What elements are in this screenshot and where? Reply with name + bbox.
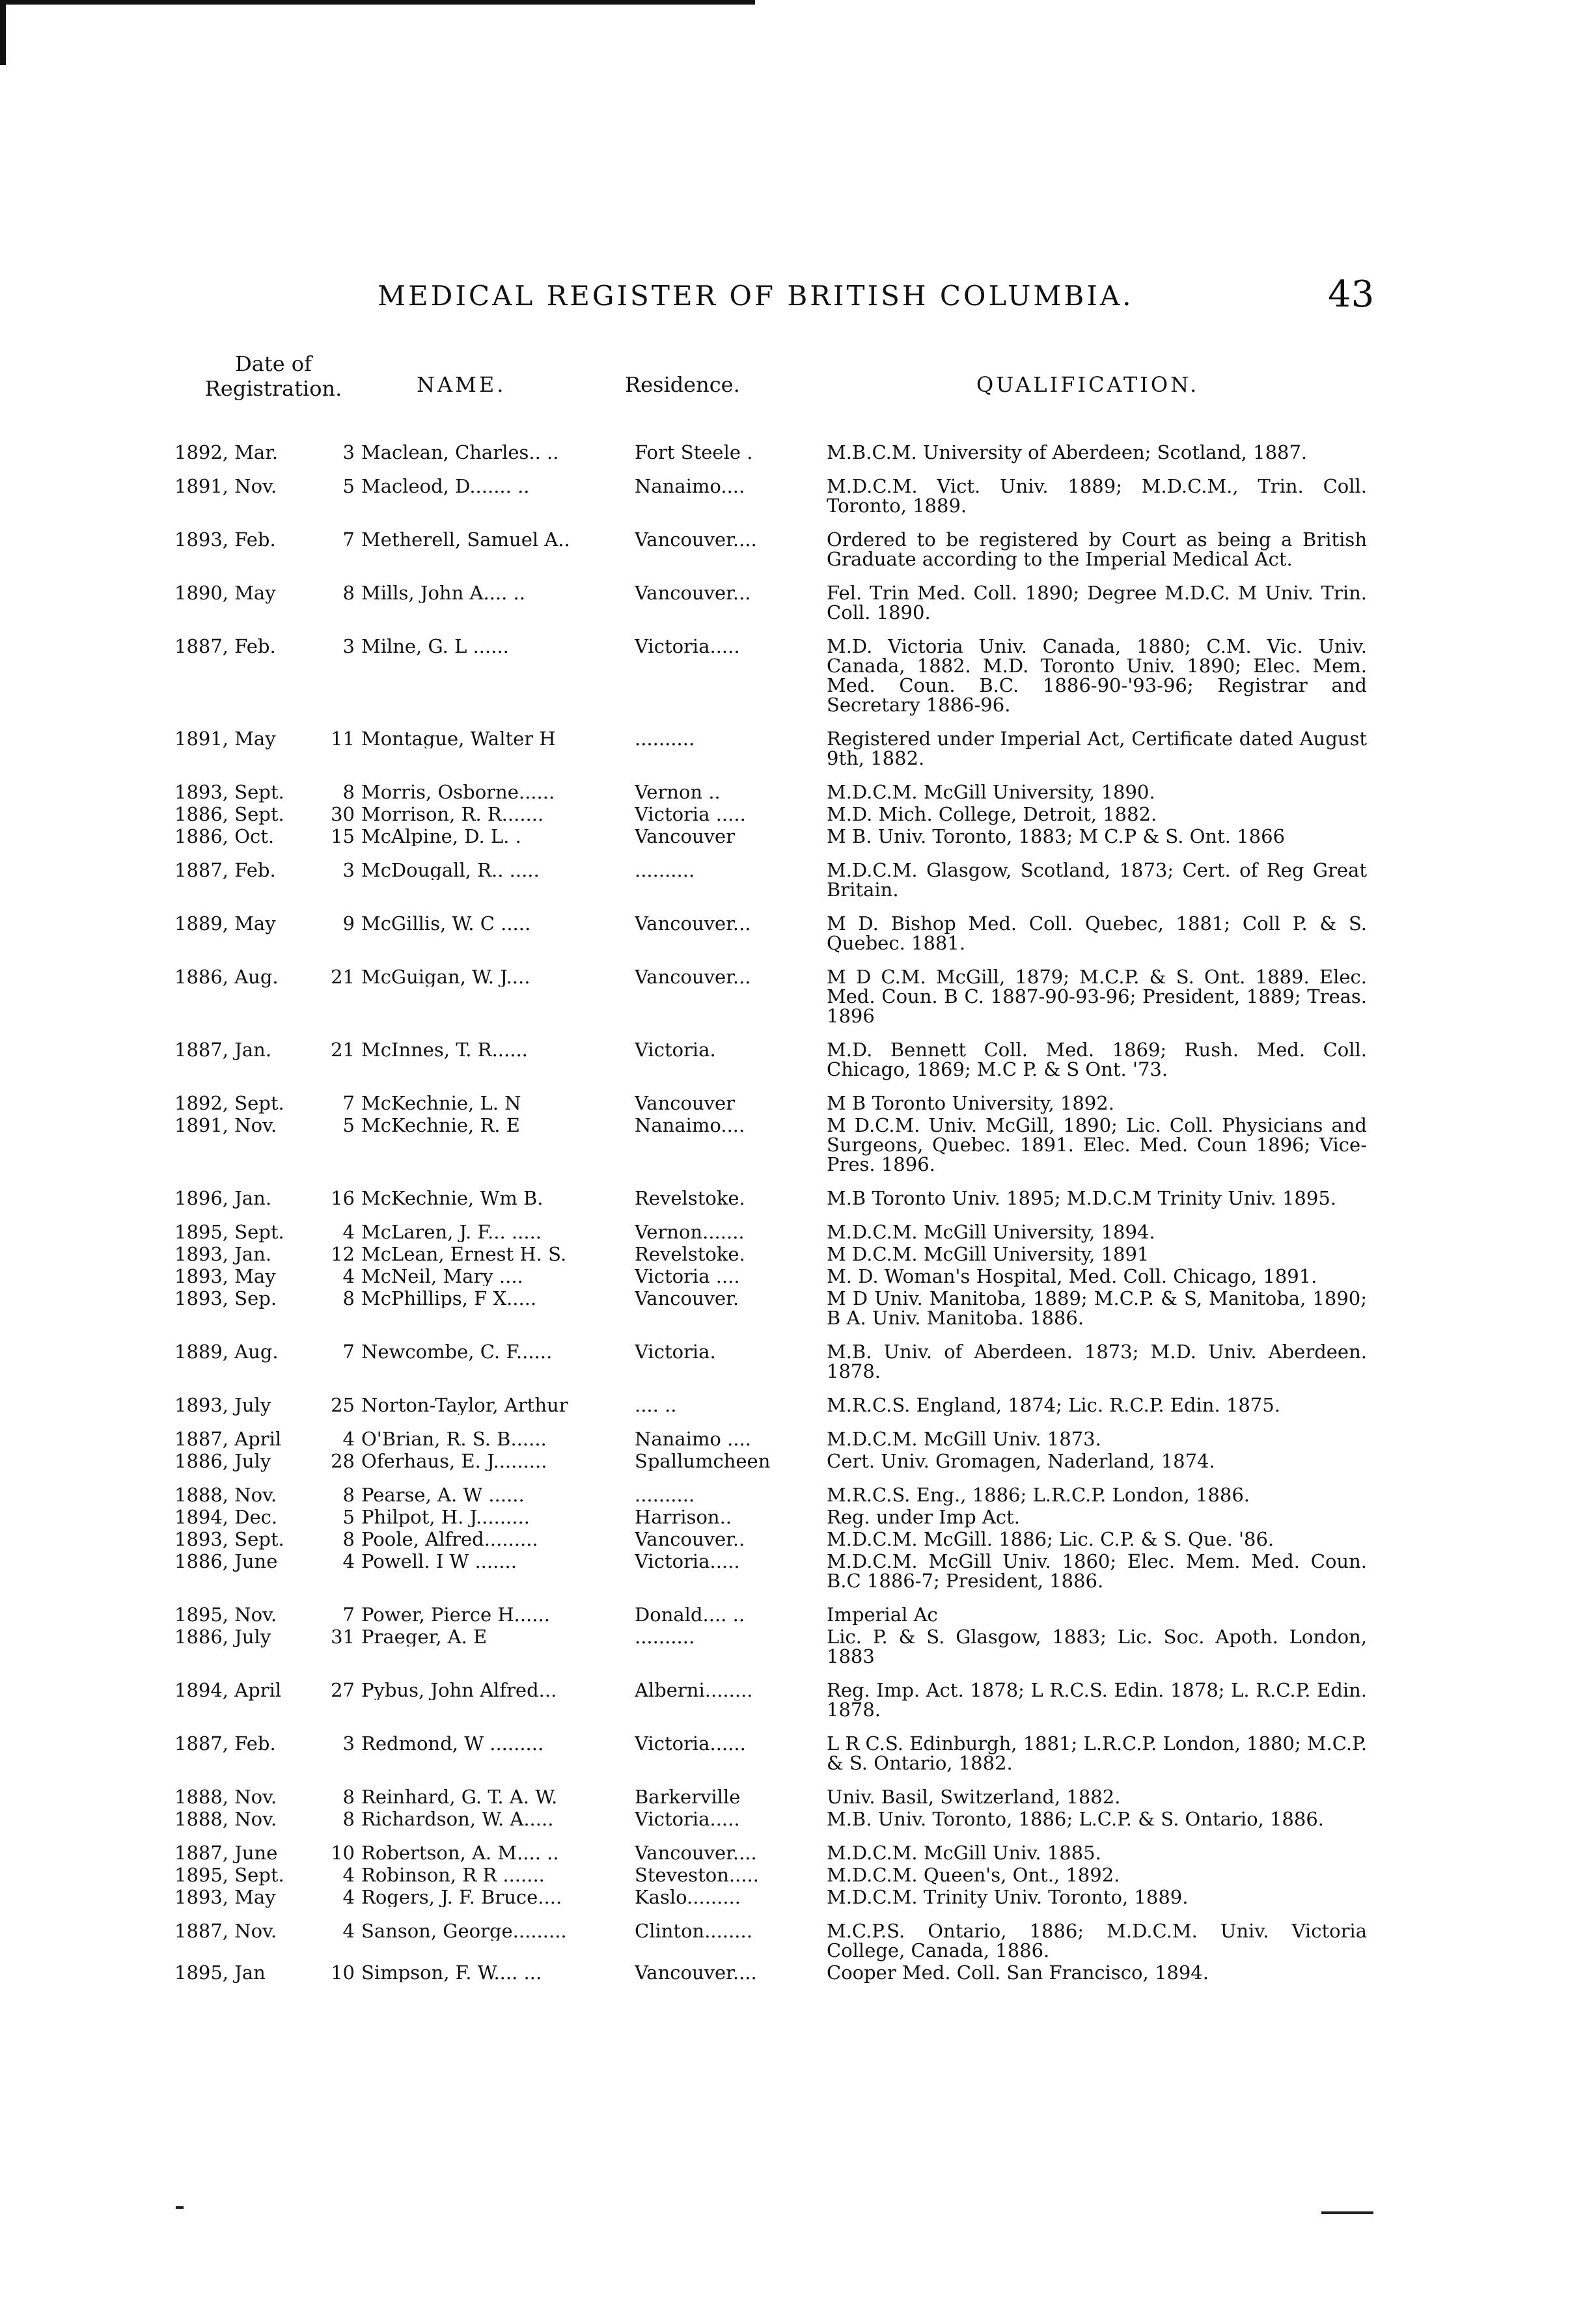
entry-day: 28 [331, 1450, 355, 1472]
entry-date: 1887, Feb. [174, 859, 276, 881]
entry-day: 16 [331, 1187, 355, 1209]
entry-residence: Vancouver... [635, 583, 751, 603]
register-entry [0, 1963, 1570, 1984]
entry-day: 5 [342, 1114, 355, 1136]
entry-residence: Victoria ..... [635, 804, 746, 824]
entry-qualification: L R C.S. Edinburgh, 1881; L.R.C.P. London, 1880; M.C.P. & S. Ontario, 1882. [827, 1732, 1367, 1774]
entry-day: 12 [331, 1243, 355, 1265]
entry-residence: Victoria..... [635, 1552, 740, 1571]
entry-name: Robinson, R R ....... [361, 1865, 545, 1885]
entry-qualification: M.D.C.M. McGill Univ. 1860; Elec. Mem. Med. Coun. B.C 1886-7; President, 1886. [827, 1550, 1367, 1592]
entry-name: Praeger, A. E [361, 1627, 488, 1647]
entry-day: 4 [342, 1886, 355, 1908]
entry-day: 10 [331, 1842, 355, 1864]
entry-name: Pearse, A. W ...... [361, 1485, 525, 1505]
entry-qualification: M.B Toronto Univ. 1895; M.D.C.M Trinity Univ. 1895. [827, 1187, 1336, 1209]
entry-residence: Revelstoke. [635, 1188, 745, 1208]
entry-qualification: M.C.P.S. Ontario, 1886; M.D.C.M. Univ. Victoria College, Canada, 1886. [827, 1920, 1367, 1962]
entry-name: Powell. I W ....... [361, 1552, 517, 1571]
entry-name: Mills, John A.... .. [361, 583, 525, 603]
entry-qualification: M.D. Bennett Coll. Med. 1869; Rush. Med. Coll. Chicago, 1869; M.C P. & S Ont. '73. [827, 1039, 1367, 1080]
entry-name: McGuigan, W. J.... [361, 967, 530, 987]
entry-name: Rogers, J. F. Bruce.... [361, 1887, 562, 1907]
entry-name: Robertson, A. M.... .. [361, 1843, 559, 1863]
entry-name: McKechnie, Wm B. [361, 1188, 544, 1208]
register-entry [0, 1552, 1570, 1592]
entry-day: 8 [342, 1528, 355, 1550]
entry-name: McPhillips, F X..... [361, 1289, 537, 1308]
entry-date: 1887, Nov. [174, 1920, 277, 1942]
entry-name: Redmond, W ......... [361, 1734, 544, 1753]
page-number: 43 [1328, 273, 1375, 316]
entry-date: 1887, Feb. [174, 1732, 276, 1755]
register-entry [0, 1485, 1570, 1506]
entry-day: 15 [331, 825, 355, 847]
entry-day: 3 [342, 1732, 355, 1755]
entry-day: 7 [342, 1341, 355, 1363]
entry-date: 1886, July [174, 1450, 271, 1472]
entry-name: McGillis, W. C ..... [361, 914, 531, 933]
register-entry [0, 1395, 1570, 1416]
entry-day: 3 [342, 441, 355, 463]
entry-residence: Vancouver [635, 1093, 736, 1113]
entry-day: 4 [342, 1864, 355, 1886]
entry-day: 31 [331, 1626, 355, 1648]
register-entry [0, 1040, 1570, 1080]
entry-residence: Victoria. [635, 1040, 716, 1059]
entry-qualification: Registered under Imperial Act, Certificate dated August 9th, 1882. [827, 728, 1367, 769]
entry-qualification: Imperial Ac [827, 1604, 938, 1626]
entry-residence: Nanaimo .... [635, 1429, 751, 1449]
register-entry [0, 967, 1570, 1027]
entry-name: Simpson, F. W.... ... [361, 1963, 542, 1982]
register-entry [0, 1289, 1570, 1329]
entry-qualification: M D.C.M. Univ. McGill, 1890; Lic. Coll. Physicians and Surgeons, Quebec. 1891. Elec. Med. Coun 1896; Vice-Pres. 1896. [827, 1114, 1367, 1175]
register-entry [0, 1529, 1570, 1550]
entry-name: Pybus, John Alfred... [361, 1680, 557, 1700]
entry-residence: Vancouver [635, 827, 736, 846]
entry-qualification: M.B. Univ. Toronto, 1886; L.C.P. & S. Ontario, 1886. [827, 1808, 1324, 1830]
margin-mark [176, 2206, 184, 2209]
column-header-residence: Residence. [625, 372, 740, 397]
entry-residence: .......... [635, 729, 695, 748]
entry-name: McDougall, R.. ..... [361, 860, 540, 880]
entry-date: 1893, May [174, 1886, 276, 1908]
entry-qualification: M D C.M. McGill, 1879; M.C.P. & S. Ont. 1889. Elec. Med. Coun. B C. 1887-90-93-96; President, 1889; Treas. 1896 [827, 966, 1367, 1027]
register-entry [0, 443, 1570, 463]
entry-name: Macleod, D....... .. [361, 476, 530, 496]
entry-residence: .......... [635, 1485, 695, 1505]
entry-qualification: Cooper Med. Coll. San Francisco, 1894. [827, 1962, 1209, 1984]
entry-day: 4 [342, 1428, 355, 1450]
entry-date: 1887, April [174, 1428, 282, 1450]
entry-qualification: Cert. Univ. Gromagen, Naderland, 1874. [827, 1450, 1215, 1472]
entry-day: 10 [331, 1962, 355, 1984]
entry-residence: Spallumcheen [635, 1451, 771, 1471]
entry-qualification: M.D.C.M. McGill Univ. 1885. [827, 1842, 1101, 1864]
entry-date: 1893, Sept. [174, 781, 284, 803]
entry-date: 1887, June [174, 1842, 278, 1864]
entry-day: 5 [342, 1506, 355, 1528]
entry-qualification: M.D.C.M. Glasgow, Scotland, 1873; Cert. of Reg Great Britain. [827, 859, 1367, 901]
entry-day: 4 [342, 1265, 355, 1287]
entry-residence: Victoria. [635, 1342, 716, 1361]
entry-date: 1894, April [174, 1679, 282, 1701]
entry-residence: .......... [635, 860, 695, 880]
column-header-qualification: QUALIFICATION. [976, 372, 1200, 397]
entry-qualification: M.B.C.M. University of Aberdeen; Scotland, 1887. [827, 441, 1308, 463]
register-entry [0, 804, 1570, 825]
entry-residence: Clinton........ [635, 1921, 752, 1941]
entry-date: 1895, Sept. [174, 1864, 284, 1886]
entry-residence: .... .. [635, 1395, 677, 1415]
entry-residence: Vancouver. [635, 1289, 739, 1308]
entry-date: 1893, July [174, 1394, 271, 1416]
entry-date: 1896, Jan. [174, 1187, 272, 1209]
entry-date: 1893, Sept. [174, 1528, 284, 1550]
entry-qualification: M.D.C.M. Vict. Univ. 1889; M.D.C.M., Trin. Coll. Toronto, 1889. [827, 475, 1367, 517]
register-entry [0, 914, 1570, 954]
register-entry [0, 1809, 1570, 1830]
entry-qualification: Reg. under Imp Act. [827, 1506, 1020, 1528]
entry-name: Reinhard, G. T. A. W. [361, 1787, 558, 1807]
entry-name: Morris, Osborne...... [361, 782, 555, 802]
page-title: MEDICAL REGISTER OF BRITISH COLUMBIA. [378, 280, 1134, 312]
register-entry [0, 1342, 1570, 1382]
entry-residence: Kaslo......... [635, 1887, 741, 1907]
entry-residence: Vancouver... [635, 914, 751, 933]
entry-residence: Nanaimo.... [635, 1115, 745, 1135]
entry-residence: Vancouver.... [635, 1963, 757, 1982]
entry-day: 11 [331, 728, 355, 750]
entry-name: Morrison, R. R....... [361, 804, 544, 824]
entry-name: Philpot, H. J......... [361, 1507, 530, 1527]
entry-qualification: Fel. Trin Med. Coll. 1890; Degree M.D.C. M Univ. Trin. Coll. 1890. [827, 582, 1367, 623]
register-entry [0, 1188, 1570, 1209]
entry-residence: Vancouver.. [635, 1529, 745, 1549]
entry-qualification: M.D. Mich. College, Detroit, 1882. [827, 803, 1157, 825]
entry-name: Oferhaus, E. J......... [361, 1451, 547, 1471]
entry-qualification: M B. Univ. Toronto, 1883; M C.P & S. Ont. 1866 [827, 825, 1285, 847]
entry-day: 3 [342, 635, 355, 657]
entry-day: 21 [331, 966, 355, 988]
entry-name: McInnes, T. R...... [361, 1040, 528, 1059]
entry-date: 1889, Aug. [174, 1341, 279, 1363]
entry-residence: Alberni........ [635, 1680, 753, 1700]
register-entry [0, 1244, 1570, 1265]
entry-name: Newcombe, C. F...... [361, 1342, 553, 1361]
entry-qualification: M D. Bishop Med. Coll. Quebec, 1881; Coll P. & S. Quebec. 1881. [827, 912, 1367, 954]
register-entries [0, 443, 1570, 1984]
entry-day: 8 [342, 582, 355, 604]
entry-date: 1895, Nov. [174, 1604, 277, 1626]
register-entry [0, 1605, 1570, 1626]
entry-residence: Vancouver.... [635, 530, 757, 549]
entry-day: 8 [342, 1808, 355, 1830]
register-entry [0, 1507, 1570, 1528]
entry-date: 1893, Feb. [174, 528, 276, 551]
entry-residence: Revelstoke. [635, 1244, 745, 1264]
entry-date: 1893, Sep. [174, 1287, 277, 1309]
entry-day: 8 [342, 1786, 355, 1808]
entry-residence: Vernon .. [635, 782, 721, 802]
register-entry [0, 476, 1570, 517]
entry-name: Sanson, George......... [361, 1921, 567, 1941]
entry-qualification: M.D.C.M. Queen's, Ont., 1892. [827, 1864, 1120, 1886]
register-entry [0, 1887, 1570, 1908]
entry-name: Poole, Alfred......... [361, 1529, 538, 1549]
column-headers [0, 351, 1570, 417]
page-border-left [0, 0, 6, 65]
entry-date: 1892, Sept. [174, 1092, 284, 1114]
entry-date: 1890, May [174, 582, 276, 604]
entry-name: Metherell, Samuel A.. [361, 530, 570, 549]
entry-name: McLaren, J. F... ..... [361, 1222, 542, 1242]
entry-date: 1892, Mar. [174, 441, 279, 463]
register-entry [0, 1865, 1570, 1886]
register-entry [0, 636, 1570, 716]
entry-qualification: M.D.C.M. McGill University, 1890. [827, 781, 1155, 803]
entry-residence: Victoria..... [635, 636, 740, 656]
entry-qualification: M. D. Woman's Hospital, Med. Coll. Chicago, 1891. [827, 1265, 1317, 1287]
entry-qualification: M.D.C.M. McGill University, 1894. [827, 1221, 1155, 1243]
entry-name: Norton-Taylor, Arthur [361, 1395, 568, 1415]
footer-rule [1321, 2211, 1373, 2214]
entry-date: 1891, May [174, 728, 276, 750]
register-entry [0, 1429, 1570, 1450]
entry-day: 21 [331, 1039, 355, 1061]
entry-residence: Vancouver... [635, 967, 751, 987]
entry-day: 7 [342, 528, 355, 551]
entry-qualification: Reg. Imp. Act. 1878; L R.C.S. Edin. 1878; L. R.C.P. Edin. 1878. [827, 1679, 1367, 1721]
register-entry [0, 1222, 1570, 1243]
entry-residence: Nanaimo.... [635, 476, 745, 496]
entry-residence: .......... [635, 1627, 695, 1647]
register-entry [0, 1734, 1570, 1774]
entry-date: 1886, Aug. [174, 966, 279, 988]
register-entry [0, 1843, 1570, 1864]
entry-date: 1891, Nov. [174, 1114, 277, 1136]
entry-date: 1893, May [174, 1265, 276, 1287]
register-entry [0, 1451, 1570, 1472]
entry-name: McNeil, Mary .... [361, 1266, 523, 1286]
entry-day: 7 [342, 1092, 355, 1114]
entry-day: 4 [342, 1221, 355, 1243]
column-header-date: Date of Registration. [204, 351, 342, 401]
entry-qualification: M.B. Univ. of Aberdeen. 1873; M.D. Univ. Aberdeen. 1878. [827, 1341, 1367, 1382]
entry-residence: Fort Steele . [635, 443, 753, 462]
entry-day: 8 [342, 781, 355, 803]
register-entry [0, 782, 1570, 803]
entry-residence: Barkerville [635, 1787, 741, 1807]
register-entry [0, 860, 1570, 901]
entry-day: 4 [342, 1920, 355, 1942]
entry-date: 1887, Jan. [174, 1039, 272, 1061]
entry-name: McKechnie, R. E [361, 1115, 520, 1135]
entry-date: 1893, Jan. [174, 1243, 272, 1265]
register-entry [0, 1787, 1570, 1808]
entry-date: 1886, Sept. [174, 803, 284, 825]
entry-date: 1888, Nov. [174, 1808, 277, 1830]
entry-date: 1887, Feb. [174, 635, 276, 657]
entry-qualification: M D.C.M. McGill University, 1891 [827, 1243, 1150, 1265]
register-entry [0, 729, 1570, 769]
entry-day: 8 [342, 1287, 355, 1309]
entry-date: 1889, May [174, 912, 276, 935]
entry-date: 1891, Nov. [174, 475, 277, 497]
entry-name: Milne, G. L ...... [361, 636, 509, 656]
entry-qualification: Ordered to be registered by Court as being a British Graduate according to the Imperial Medical Act. [827, 528, 1367, 570]
entry-day: 8 [342, 1484, 355, 1506]
register-entry [0, 1115, 1570, 1175]
entry-date: 1888, Nov. [174, 1484, 277, 1506]
register-entry [0, 530, 1570, 570]
register-entry [0, 827, 1570, 847]
entry-residence: Donald.... .. [635, 1605, 745, 1624]
register-entry [0, 1921, 1570, 1962]
entry-qualification: M.D.C.M. Trinity Univ. Toronto, 1889. [827, 1886, 1189, 1908]
column-header-name: NAME. [417, 372, 506, 397]
entry-residence: Harrison.. [635, 1507, 732, 1527]
entry-date: 1894, Dec. [174, 1506, 278, 1528]
entry-residence: Steveston..... [635, 1865, 759, 1885]
entry-qualification: M.D. Victoria Univ. Canada, 1880; C.M. Vic. Univ. Canada, 1882. M.D. Toronto Univ. 1890; Elec. Mem. Med. Coun. B.C. 1886-90-'93-96; Registrar and Secretary 1886-96. [827, 635, 1367, 716]
entry-day: 9 [342, 912, 355, 935]
page-border-top [0, 0, 755, 5]
entry-qualification: Univ. Basil, Switzerland, 1882. [827, 1786, 1121, 1808]
entry-name: McAlpine, D. L. . [361, 827, 521, 846]
entry-day: 25 [331, 1394, 355, 1416]
entry-residence: Victoria .... [635, 1266, 740, 1286]
entry-day: 7 [342, 1604, 355, 1626]
entry-date: 1886, Oct. [174, 825, 275, 847]
entry-date: 1886, July [174, 1626, 271, 1648]
entry-name: Power, Pierce H...... [361, 1605, 550, 1624]
register-entry [0, 1680, 1570, 1721]
entry-day: 3 [342, 859, 355, 881]
register-entry [0, 1093, 1570, 1114]
entry-residence: Victoria...... [635, 1734, 746, 1753]
entry-qualification: Lic. P. & S. Glasgow, 1883; Lic. Soc. Apoth. London, 1883 [827, 1626, 1367, 1667]
entry-name: McLean, Ernest H. S. [361, 1244, 567, 1264]
entry-date: 1886, June [174, 1550, 278, 1572]
register-entry [0, 1266, 1570, 1287]
entry-date: 1895, Sept. [174, 1221, 284, 1243]
entry-qualification: M.R.C.S. England, 1874; Lic. R.C.P. Edin. 1875. [827, 1394, 1280, 1416]
entry-qualification: M D Univ. Manitoba, 1889; M.C.P. & S, Manitoba, 1890; B A. Univ. Manitoba. 1886. [827, 1287, 1367, 1329]
register-entry [0, 1627, 1570, 1667]
entry-day: 5 [342, 475, 355, 497]
entry-name: O'Brian, R. S. B...... [361, 1429, 547, 1449]
register-entry [0, 583, 1570, 623]
entry-residence: Vancouver.... [635, 1843, 757, 1863]
entry-residence: Vernon....... [635, 1222, 745, 1242]
entry-date: 1895, Jan [174, 1962, 266, 1984]
entry-qualification: M.R.C.S. Eng., 1886; L.R.C.P. London, 1886. [827, 1484, 1250, 1506]
entry-qualification: M B Toronto University, 1892. [827, 1092, 1114, 1114]
entry-day: 27 [331, 1679, 355, 1701]
entry-residence: Victoria..... [635, 1809, 740, 1829]
entry-name: McKechnie, L. N [361, 1093, 521, 1113]
entry-day: 4 [342, 1550, 355, 1572]
entry-date: 1888, Nov. [174, 1786, 277, 1808]
entry-name: Montague, Walter H [361, 729, 556, 748]
entry-day: 30 [331, 803, 355, 825]
entry-qualification: M.D.C.M. McGill Univ. 1873. [827, 1428, 1101, 1450]
entry-name: Maclean, Charles.. .. [361, 443, 559, 462]
entry-name: Richardson, W. A..... [361, 1809, 554, 1829]
entry-qualification: M.D.C.M. McGill. 1886; Lic. C.P. & S. Que. '86. [827, 1528, 1274, 1550]
